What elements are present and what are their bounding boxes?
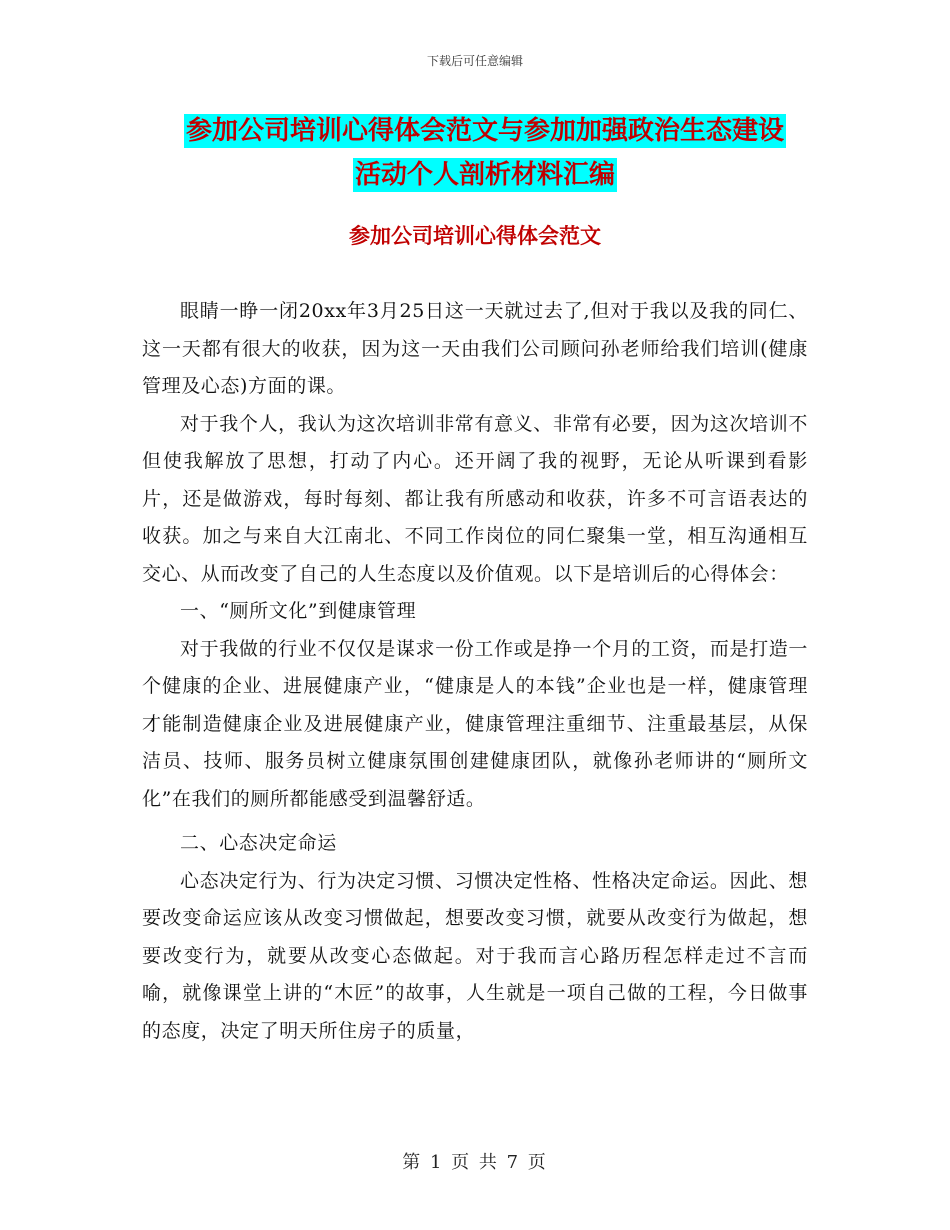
section-title: 参加公司培训心得体会范文: [349, 224, 601, 248]
page-number: 第 1 页 共 7 页: [402, 1152, 548, 1173]
document-title-text-1: 参加公司培训心得体会范文与参加加强政治生态建设: [185, 116, 784, 146]
paragraph: 心态决定行为、行为决定习惯、习惯决定性格、性格决定命运。因此、想要改变命运应该从改变习惯做起，想要改变习惯，就要从改变行为做起，想要改变行为，就要从改变心态做起。对于我而言心路历程怎样走过不言而喻，就像课堂上讲的“木匠”的故事，人生就是一项自己做的工程，今日做事的态度，决定了明天所住房子的质量，: [142, 869, 808, 1042]
document-title-line-1: [140, 106, 830, 156]
document-title-text-2: 活动个人剖析材料汇编: [354, 160, 615, 190]
header-note: 下载后可任意编辑: [426, 54, 523, 68]
subheading: 二、心态决定命运: [180, 832, 337, 854]
paragraph: 对于我做的行业不仅仅是谋求一份工作或是挣一个月的工资，而是打造一个健康的企业、进展健康产业，“健康是人的本钱”企业也是一样，健康管理才能制造健康企业及进展健康产业，健康管理注重细节、注重最基层，从保洁员、技师、服务员树立健康氛围创建健康团队，就像孙老师讲的“厕所文化”在我们的厕所都能感受到温馨舒适。: [142, 637, 808, 810]
paragraph: 对于我个人，我认为这次培训非常有意义、非常有必要，因为这次培训不但使我解放了思想，打动了内心。还开阔了我的视野，无论从听课到看影片，还是做游戏，每时每刻、都让我有所感动和收获，许多不可言语表达的收获。加之与来自大江南北、不同工作岗位的同仁聚集一堂，相互沟通相互交心、从而改变了自己的人生态度以及价值观。以下是培训后的心得体会：: [142, 412, 808, 585]
document-title-line-2: [140, 150, 830, 200]
body-text: [142, 293, 808, 1050]
subheading: 一、“厕所文化”到健康管理: [180, 600, 417, 622]
paragraph: 眼睛一睁一闭20xx年3月25日这一天就过去了,但对于我以及我的同仁、这一天都有很大的收获，因为这一天由我们公司顾问孙老师给我们培训(健康管理及心态)方面的课。: [142, 300, 808, 397]
